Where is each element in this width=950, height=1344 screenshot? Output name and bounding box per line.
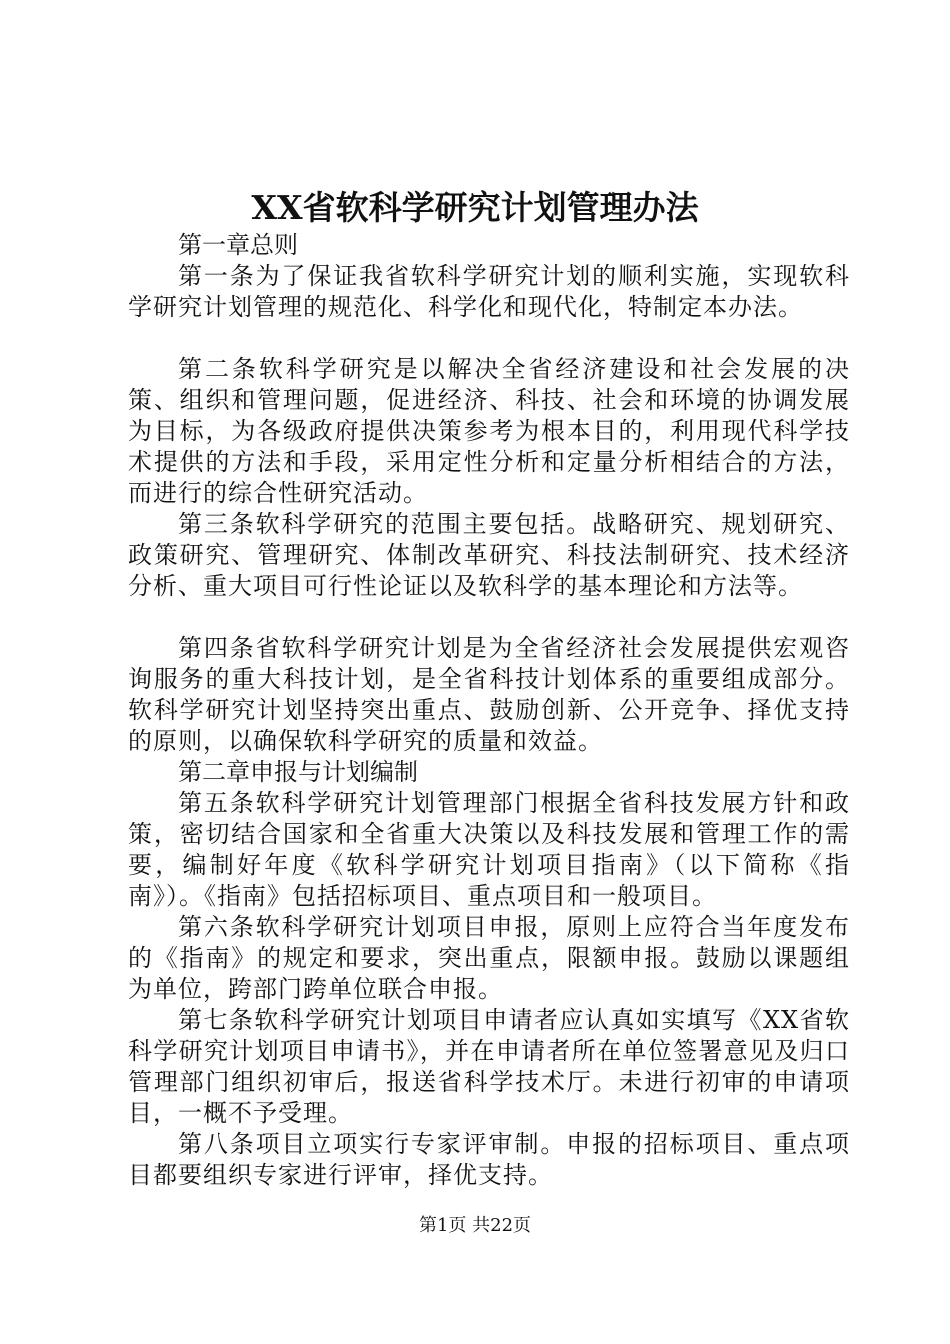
- article-paragraph: 第五条软科学研究计划管理部门根据全省科技发展方针和政策，密切结合国家和全省重大决策以及科技发展和管理工作的需要，编制好年度《软科学研究计划项目指南》（以下简称《指南》）。《指南》包括招标项目、重点项目和一般项目。: [128, 789, 850, 910]
- article-paragraph: 第二条软科学研究是以解决全省经济建设和社会发展的决策、组织和管理问题，促进经济、科技、社会和环境的协调发展为目标，为各级政府提供决策参考为根本目的，利用现代科学技术提供的方法和手段，采用定性分析和定量分析相结合的方法，而进行的综合性研究活动。: [128, 355, 850, 507]
- document-title: XX省软科学研究计划管理办法: [251, 188, 699, 227]
- chapter-heading: 第二章申报与计划编制: [178, 758, 418, 786]
- article-paragraph: 第八条项目立项实行专家评审制。申报的招标项目、重点项目都要组织专家进行评审，择优支持。: [128, 1130, 850, 1189]
- article-paragraph: 第六条软科学研究计划项目申报，原则上应符合当年度发布的《指南》的规定和要求，突出重点，限额申报。鼓励以课题组为单位，跨部门跨单位联合申报。: [128, 913, 850, 1003]
- article-paragraph: 第三条软科学研究的范围主要包括。战略研究、规划研究、政策研究、管理研究、体制改革研究、科技法制研究、技术经济分析、重大项目可行性论证以及软科学的基本理论和方法等。: [128, 510, 850, 600]
- page-number-footer: 第1页 共22页: [418, 1215, 532, 1236]
- document-body: [128, 230, 850, 1191]
- article-paragraph: 第七条软科学研究计划项目申请者应认真如实填写《XX省软科学研究计划项目申请书》，并在申请者所在单位签署意见及归口管理部门组织初审后，报送省科学技术厅。未进行初审的申请项目，一概不予受理。: [128, 1006, 850, 1127]
- article-paragraph: 第四条省软科学研究计划是为全省经济社会发展提供宏观咨询服务的重大科技计划，是全省科技计划体系的重要组成部分。软科学研究计划坚持突出重点、鼓励创新、公开竞争、择优支持的原则，以确保软科学研究的质量和效益。: [128, 634, 850, 755]
- chapter-heading: 第一章总则: [178, 231, 298, 259]
- article-paragraph: 第一条为了保证我省软科学研究计划的顺利实施，实现软科学研究计划管理的规范化、科学化和现代化，特制定本办法。: [128, 262, 850, 321]
